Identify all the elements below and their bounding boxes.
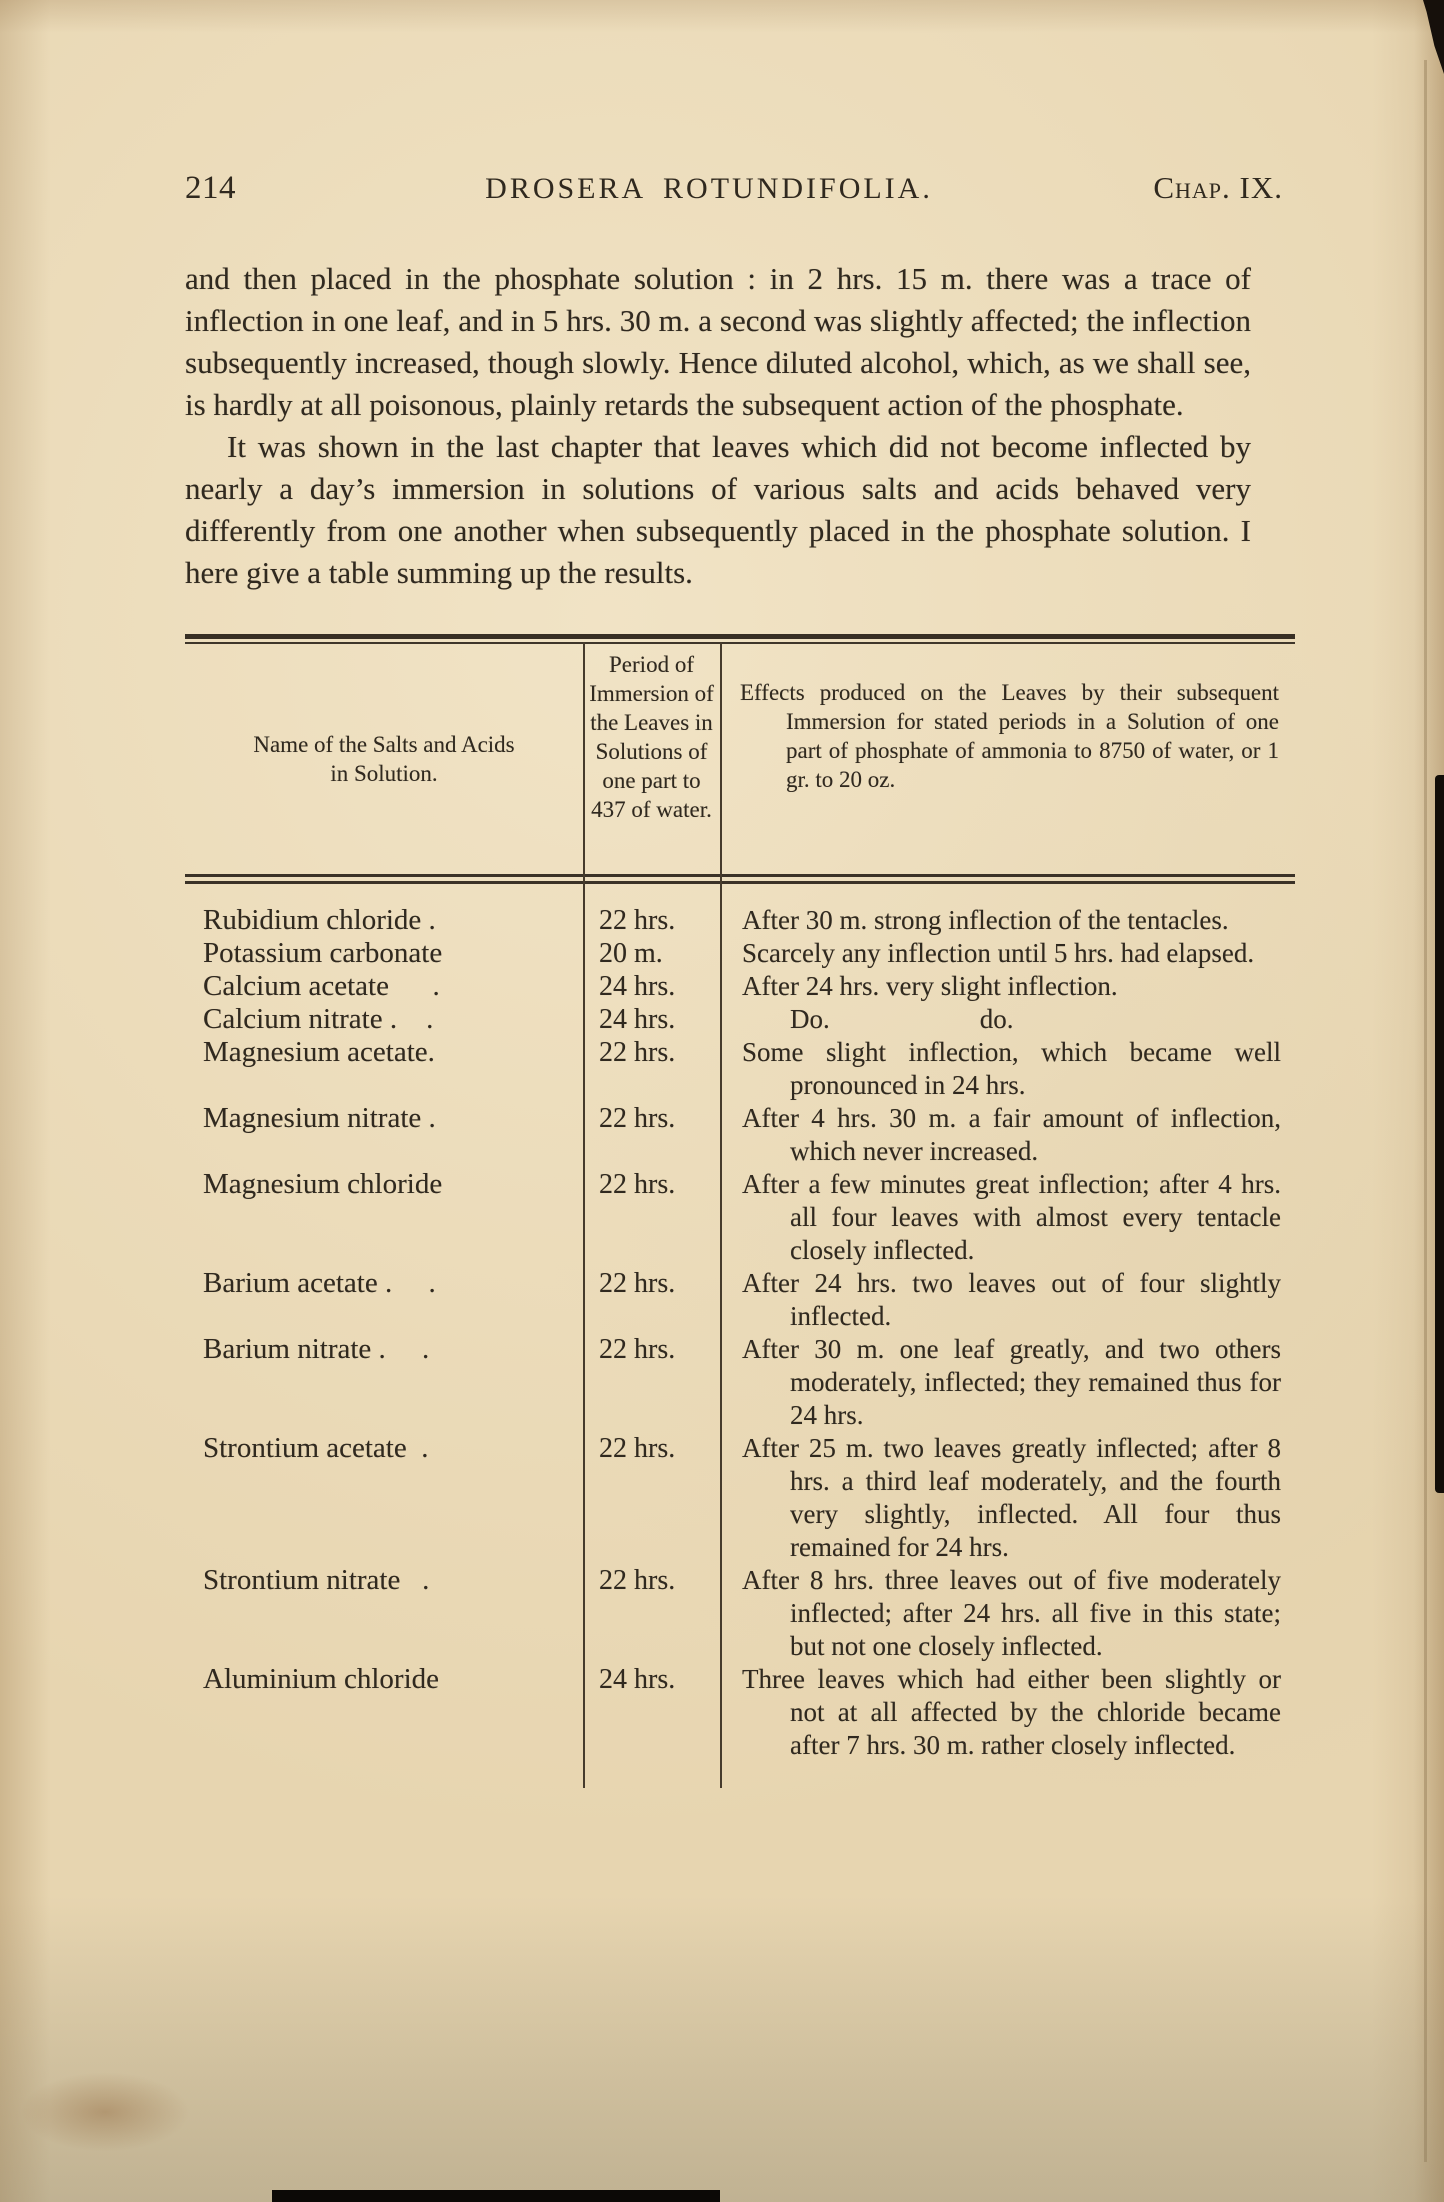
effect-description: After 8 hrs. three leaves out of five moderately inflected; after 24 hrs. all five in this state; but not one closely inflected. <box>742 1565 1281 1661</box>
paragraph-intro-table: It was shown in the last chapter that leaves which did not become inflected by nearly a day’s immersion in solutions of various salts and acids behaved very differently from one another when subsequently placed in the phosphate solution. I here give a table summing up the results. <box>185 429 1251 590</box>
effect-description: After 30 m. strong inflection of the tentacles. <box>742 905 1229 935</box>
table-row <box>185 970 1295 1003</box>
ditto-mark: Do. <box>790 1004 830 1034</box>
salt-name: Magnesium chloride <box>203 1168 443 1200</box>
salt-name: Barium acetate . . <box>203 1267 436 1299</box>
salt-name: Magnesium acetate. <box>203 1036 435 1068</box>
table-row <box>185 1036 1295 1102</box>
table-column-rule-1 <box>583 642 585 1788</box>
ditto-mark: do. <box>979 1004 1014 1034</box>
salt-name: Aluminium chloride <box>203 1663 439 1695</box>
chapter-label: Chap. IX. <box>1153 170 1283 205</box>
table-row <box>185 1003 1295 1036</box>
salt-name: Strontium acetate . <box>203 1432 429 1464</box>
page-content <box>185 0 1295 1788</box>
table-row <box>185 904 1295 937</box>
immersion-period: 22 hrs. <box>599 1169 676 1200</box>
immersion-period: 22 hrs. <box>599 1565 676 1596</box>
immersion-period: 20 m. <box>599 938 663 969</box>
immersion-period: 24 hrs. <box>599 1004 676 1035</box>
salt-name: Calcium nitrate . . <box>203 1003 434 1035</box>
effect-description: After 24 hrs. very slight inflection. <box>742 971 1118 1001</box>
column-header-name: Name of the Salts and Acids in Solution. <box>253 732 515 786</box>
salt-name: Strontium nitrate . <box>203 1564 430 1596</box>
scan-artifact-smudge <box>20 2072 190 2152</box>
effect-description: After 4 hrs. 30 m. a fair amount of inflection, which never increased. <box>742 1103 1281 1166</box>
table-body <box>185 884 1295 1788</box>
effect-description: Some slight inflection, which became well pronounced in 24 hrs. <box>742 1037 1281 1100</box>
immersion-period: 22 hrs. <box>599 1334 676 1365</box>
paragraph-continued: and then placed in the phosphate solution : in 2 hrs. 15 m. there was a trace of inflection in one leaf, and in 5 hrs. 30 m. a second was slightly affected; the inflection subsequently increased, though slowly. Hence diluted alcohol, which, as we shall see, is hardly at all poisonous, plainly retards the subsequent action of the phosphate. <box>185 261 1251 422</box>
table-header-rule <box>185 874 1295 884</box>
immersion-period: 22 hrs. <box>599 1103 676 1134</box>
results-table <box>185 634 1295 1788</box>
table-top-rule <box>185 634 1295 644</box>
scan-artifact-page-crease <box>1424 60 1427 2162</box>
effect-description: After 25 m. two leaves greatly inflected; after 8 hrs. a third leaf moderately, and the fourth very slightly, inflected. All four thus remained for 24 hrs. <box>742 1433 1281 1562</box>
salt-name: Calcium acetate . <box>203 970 440 1002</box>
effect-description: After 30 m. one leaf greatly, and two others moderately, inflected; they remained thus for 24 hrs. <box>742 1334 1281 1430</box>
salt-name: Barium nitrate . . <box>203 1333 430 1365</box>
running-title: DROSERA ROTUNDIFOLIA. <box>485 172 933 205</box>
effect-description <box>720 1003 1295 1036</box>
effect-description: Three leaves which had either been slightly or not at all affected by the chloride became after 7 hrs. 30 m. rather closely inflected. <box>742 1664 1281 1760</box>
immersion-period: 22 hrs. <box>599 905 676 936</box>
table-row <box>185 1333 1295 1432</box>
table-row <box>185 1267 1295 1333</box>
page-number: 214 <box>185 170 236 206</box>
immersion-period: 24 hrs. <box>599 1664 676 1695</box>
salt-name: Rubidium chloride . <box>203 904 436 936</box>
table-row <box>185 1168 1295 1267</box>
table-row <box>185 1663 1295 1762</box>
immersion-period: 24 hrs. <box>599 971 676 1002</box>
table-column-rule-2 <box>720 642 722 1788</box>
column-header-period: Period of Immersion of the Leaves in Solutions of one part to 437 of water. <box>589 652 714 822</box>
immersion-period: 22 hrs. <box>599 1268 676 1299</box>
scan-artifact-bottom-shade <box>0 1902 1444 2202</box>
effect-description: After 24 hrs. two leaves out of four slightly inflected. <box>742 1268 1281 1331</box>
scan-artifact-right-bar <box>1435 775 1444 1493</box>
table-header-row <box>185 644 1295 874</box>
immersion-period: 22 hrs. <box>599 1433 676 1464</box>
table-row <box>185 1564 1295 1663</box>
table-row <box>185 1102 1295 1168</box>
salt-name: Magnesium nitrate . <box>203 1102 436 1134</box>
column-header-effects: Effects produced on the Leaves by their subsequent Immersion for stated periods in a Solution of one part of phosphate of ammonia to 8750 of water, or 1 gr. to 20 oz. <box>740 680 1279 792</box>
effect-description: Scarcely any inflection until 5 hrs. had elapsed. <box>742 938 1255 968</box>
table-row <box>185 937 1295 970</box>
salt-name: Potassium carbonate <box>203 937 443 969</box>
effect-description: After a few minutes great inflection; after 4 hrs. all four leaves with almost every tentacle closely inflected. <box>742 1169 1281 1265</box>
table-row <box>185 1432 1295 1564</box>
scan-artifact-bottom-bar <box>272 2190 720 2202</box>
running-head <box>185 170 1295 212</box>
immersion-period: 22 hrs. <box>599 1037 676 1068</box>
table-rule-overhang <box>185 1762 1295 1788</box>
